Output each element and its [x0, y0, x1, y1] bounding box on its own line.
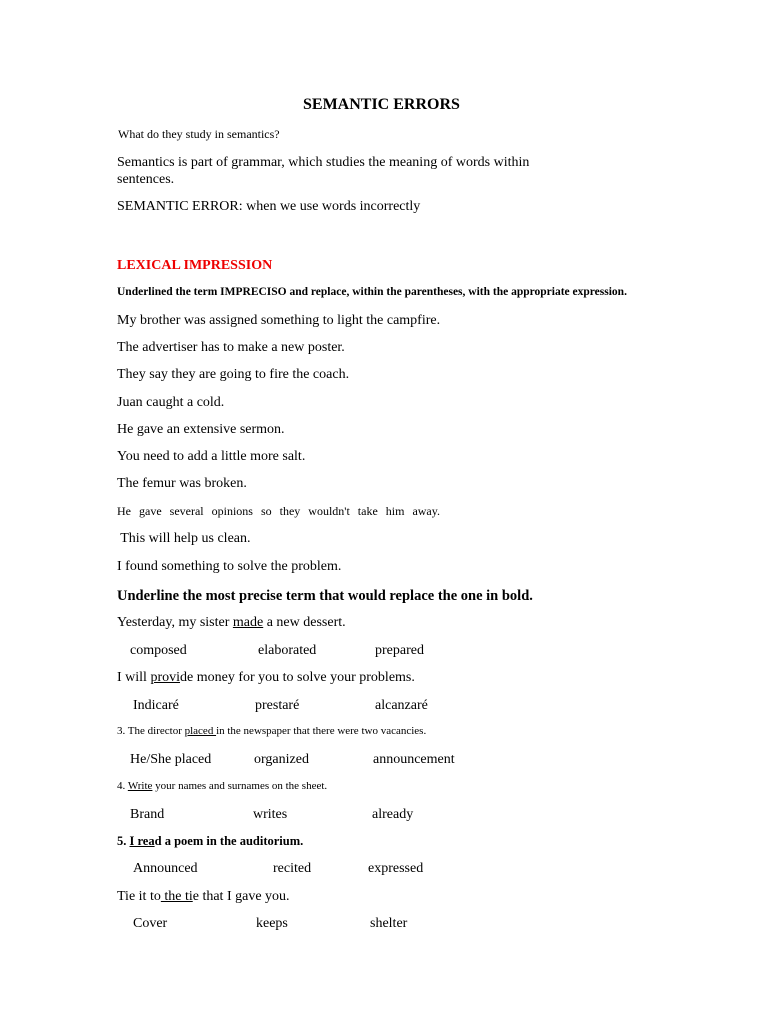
- exercise-6-sentence: [117, 890, 290, 904]
- exercise-4-option-3: already: [372, 807, 414, 822]
- definition-paragraph: Semantics is part of grammar, which studies the meaning of words within sentences.: [117, 155, 530, 187]
- exercise-4-option-1: Brand: [130, 807, 165, 822]
- exercise-4-sentence: [117, 781, 327, 792]
- sentence-5: He gave an extensive sermon.: [117, 422, 285, 437]
- exercise-5-pre: 5.: [117, 834, 130, 848]
- sentence-7: The femur was broken.: [117, 476, 247, 491]
- precise-term-heading: Underline the most precise term that would replace the one in bold.: [117, 588, 533, 604]
- exercise-6-underlined: the ti: [160, 889, 193, 904]
- sentence-4: Juan caught a cold.: [117, 395, 225, 410]
- exercise-2-sentence: [117, 671, 415, 685]
- semantic-error-definition: SEMANTIC ERROR: when we use words incorrectly: [117, 199, 421, 214]
- exercise-2-post: de money for you to solve your problems.: [180, 670, 415, 685]
- exercise-5-underlined: I rea: [129, 834, 155, 848]
- question-text: What do they study in semantics?: [118, 127, 280, 141]
- exercise-6-pre: Tie it to: [117, 889, 161, 904]
- exercise-4-pre: 4.: [117, 780, 128, 792]
- exercise-2-pre: I will: [117, 670, 151, 685]
- exercise-1-post: a new dessert.: [263, 615, 346, 630]
- lexical-impression-heading: LEXICAL IMPRESSION: [117, 258, 273, 273]
- exercise-5-option-1: Announced: [133, 861, 198, 876]
- sentence-2: The advertiser has to make a new poster.: [117, 340, 345, 355]
- page-title: SEMANTIC ERRORS: [303, 96, 460, 113]
- exercise-5-option-2: recited: [273, 861, 312, 876]
- exercise-5-option-3: expressed: [368, 861, 424, 876]
- exercise-1-option-2: elaborated: [258, 643, 317, 658]
- exercise-3-pre: 3. The director: [117, 725, 185, 737]
- exercise-2-option-2: prestaré: [255, 698, 300, 713]
- exercise-1-sentence: [117, 616, 346, 630]
- exercise-3-option-2: organized: [254, 752, 309, 767]
- sentence-10: I found something to solve the problem.: [117, 559, 342, 574]
- exercise-4-underlined: Write: [127, 780, 153, 792]
- exercise-4-post: your names and surnames on the sheet.: [152, 780, 328, 792]
- sentence-9: This will help us clean.: [117, 531, 251, 546]
- exercise-2-underlined: provi: [150, 670, 181, 685]
- exercise-3-post: in the newspaper that there were two vacancies.: [216, 725, 427, 737]
- exercise-2-option-3: alcanzaré: [375, 698, 428, 713]
- sentence-1: My brother was assigned something to light the campfire.: [117, 313, 441, 328]
- exercise-6-option-3: shelter: [370, 916, 408, 931]
- exercise-2-option-1: Indicaré: [133, 698, 179, 713]
- exercise-3-underlined: placed: [184, 725, 217, 737]
- sentence-8: He gave several opinions so they wouldn't take him away.: [117, 504, 440, 518]
- exercise-1-underlined: made: [232, 615, 264, 630]
- exercise-6-option-2: keeps: [256, 916, 288, 931]
- exercise-1-option-1: composed: [130, 643, 187, 658]
- exercise-3-option-1: He/She placed: [130, 752, 212, 767]
- exercise-5-sentence: [117, 835, 303, 848]
- sentence-6: You need to add a little more salt.: [117, 449, 306, 464]
- sentence-3: They say they are going to fire the coach.: [117, 367, 350, 382]
- exercise-6-option-1: Cover: [133, 916, 168, 931]
- exercise-6-post: e that I gave you.: [192, 889, 290, 904]
- exercise-5-post: d a poem in the auditorium.: [154, 834, 304, 848]
- exercise-1-pre: Yesterday, my sister: [117, 615, 233, 630]
- exercise-4-option-2: writes: [253, 807, 288, 822]
- exercise-1-option-3: prepared: [375, 643, 424, 658]
- exercise-3-sentence: [117, 726, 426, 737]
- lexical-instruction: Underlined the term IMPRECISO and replace, within the parentheses, with the appropriate expression.: [117, 286, 627, 298]
- exercise-3-option-3: announcement: [373, 752, 455, 767]
